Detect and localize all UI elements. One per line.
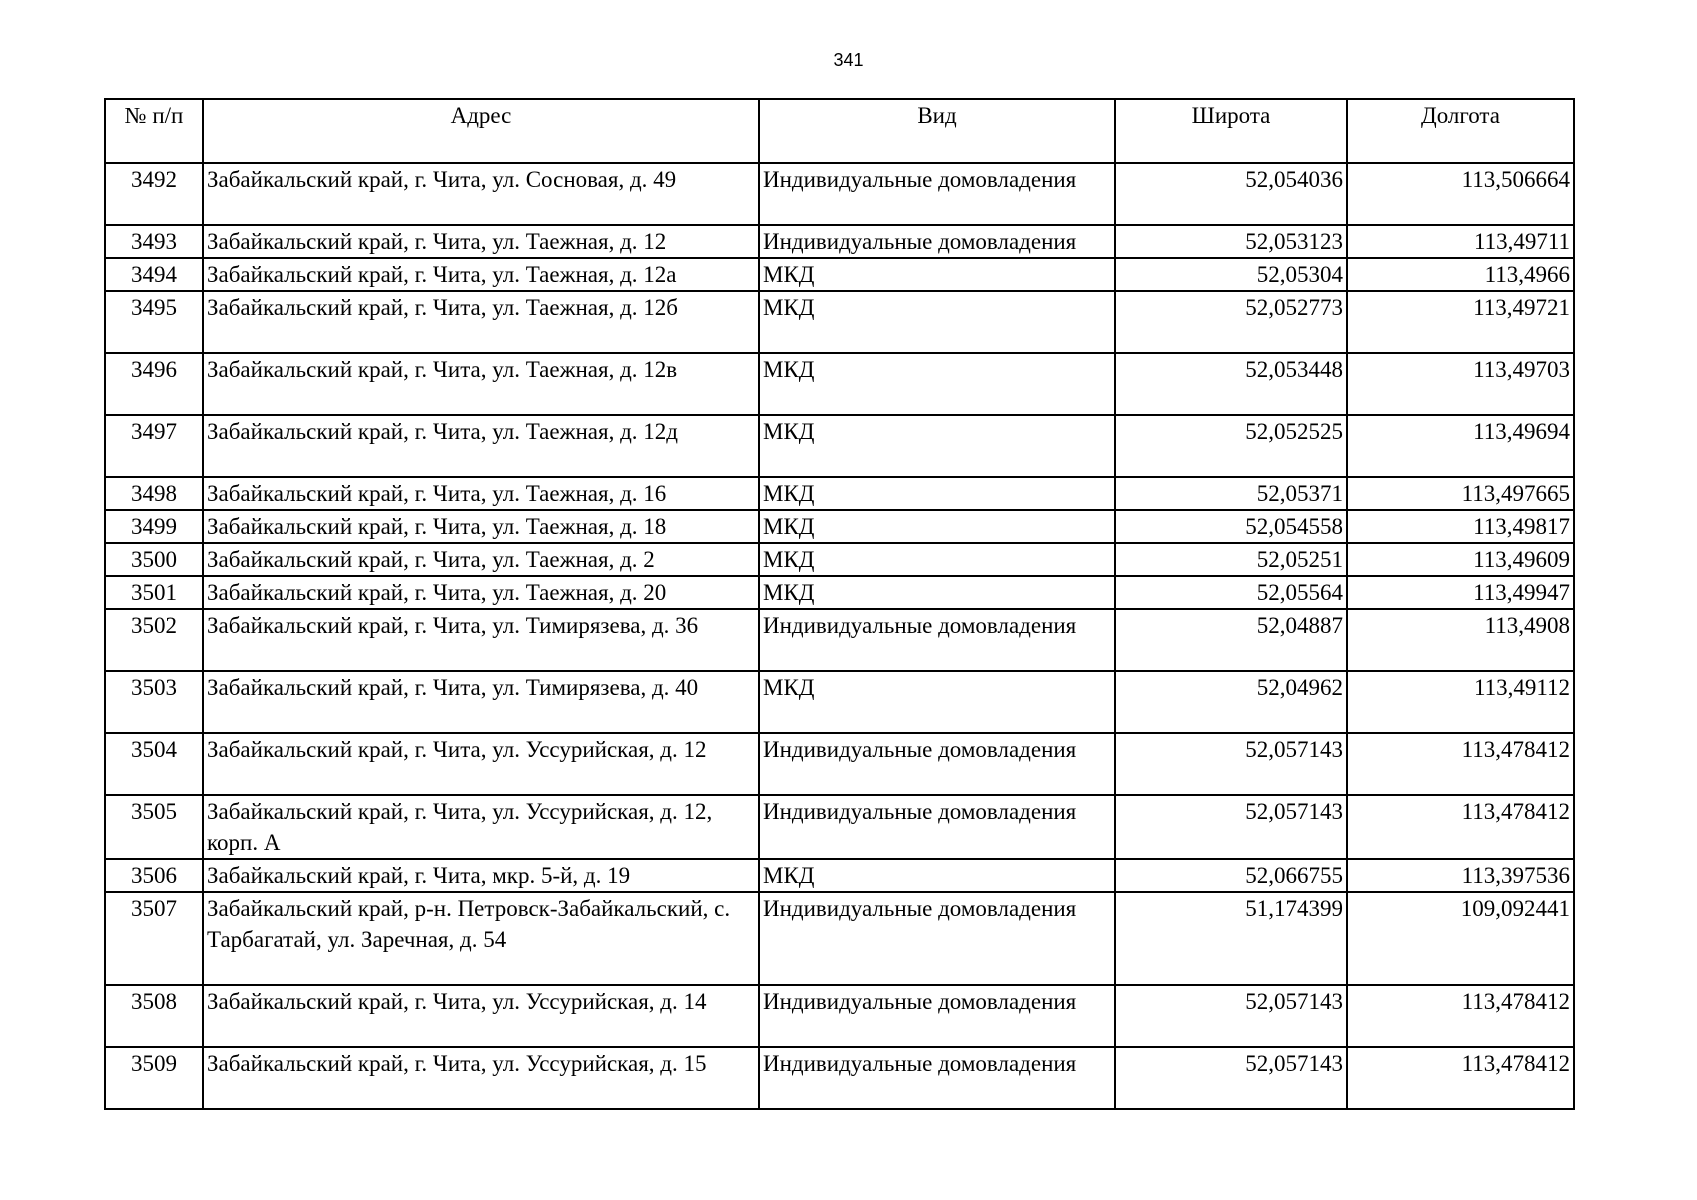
- cell-latitude: 52,057143: [1115, 1047, 1347, 1109]
- cell-longitude: 113,49694: [1347, 415, 1574, 477]
- cell-num: 3507: [105, 892, 203, 985]
- cell-kind: МКД: [759, 291, 1115, 353]
- table-row: [105, 1047, 1574, 1109]
- cell-longitude: 113,4908: [1347, 609, 1574, 671]
- cell-longitude: 113,4966: [1347, 258, 1574, 291]
- cell-longitude: 113,49112: [1347, 671, 1574, 733]
- cell-address: Забайкальский край, г. Чита, ул. Таежная, д. 12в: [203, 353, 759, 415]
- cell-latitude: 51,174399: [1115, 892, 1347, 985]
- cell-kind: МКД: [759, 671, 1115, 733]
- cell-latitude: 52,052773: [1115, 291, 1347, 353]
- header-latitude: Широта: [1115, 99, 1347, 163]
- cell-num: 3502: [105, 609, 203, 671]
- cell-latitude: 52,053123: [1115, 225, 1347, 258]
- cell-address: Забайкальский край, г. Чита, ул. Таежная, д. 12д: [203, 415, 759, 477]
- table-row: [105, 163, 1574, 225]
- cell-address: Забайкальский край, г. Чита, ул. Таежная, д. 12б: [203, 291, 759, 353]
- cell-address: Забайкальский край, р-н. Петровск-Забайкальский, с. Тарбагатай, ул. Заречная, д. 54: [203, 892, 759, 985]
- cell-address: Забайкальский край, г. Чита, ул. Таежная, д. 2: [203, 543, 759, 576]
- header-num: № п/п: [105, 99, 203, 163]
- cell-latitude: 52,04887: [1115, 609, 1347, 671]
- cell-kind: Индивидуальные домовладения: [759, 163, 1115, 225]
- cell-longitude: 113,49721: [1347, 291, 1574, 353]
- cell-longitude: 113,49711: [1347, 225, 1574, 258]
- cell-num: 3498: [105, 477, 203, 510]
- cell-address: Забайкальский край, г. Чита, ул. Уссурийская, д. 15: [203, 1047, 759, 1109]
- cell-longitude: 113,478412: [1347, 733, 1574, 795]
- cell-address: Забайкальский край, г. Чита, ул. Сосновая, д. 49: [203, 163, 759, 225]
- header-kind: Вид: [759, 99, 1115, 163]
- cell-longitude: 113,478412: [1347, 1047, 1574, 1109]
- cell-kind: МКД: [759, 353, 1115, 415]
- cell-longitude: 113,478412: [1347, 795, 1574, 859]
- cell-latitude: 52,04962: [1115, 671, 1347, 733]
- cell-num: 3505: [105, 795, 203, 859]
- cell-latitude: 52,054036: [1115, 163, 1347, 225]
- cell-address: Забайкальский край, г. Чита, ул. Таежная, д. 18: [203, 510, 759, 543]
- address-registry-table: [104, 98, 1575, 1110]
- table-row: [105, 733, 1574, 795]
- cell-num: 3501: [105, 576, 203, 609]
- table-row: [105, 795, 1574, 859]
- cell-address: Забайкальский край, г. Чита, ул. Тимирязева, д. 36: [203, 609, 759, 671]
- cell-longitude: 113,49947: [1347, 576, 1574, 609]
- table-row: [105, 892, 1574, 985]
- table-row: [105, 225, 1574, 258]
- cell-num: 3504: [105, 733, 203, 795]
- cell-kind: МКД: [759, 543, 1115, 576]
- table-body: [105, 163, 1574, 1109]
- header-longitude: Долгота: [1347, 99, 1574, 163]
- cell-address: Забайкальский край, г. Чита, ул. Таежная, д. 20: [203, 576, 759, 609]
- cell-num: 3499: [105, 510, 203, 543]
- cell-num: 3506: [105, 859, 203, 892]
- cell-latitude: 52,066755: [1115, 859, 1347, 892]
- cell-kind: Индивидуальные домовладения: [759, 795, 1115, 859]
- cell-latitude: 52,05564: [1115, 576, 1347, 609]
- cell-address: Забайкальский край, г. Чита, ул. Уссурийская, д. 12, корп. А: [203, 795, 759, 859]
- cell-kind: Индивидуальные домовладения: [759, 892, 1115, 985]
- cell-address: Забайкальский край, г. Чита, ул. Уссурийская, д. 14: [203, 985, 759, 1047]
- cell-num: 3509: [105, 1047, 203, 1109]
- cell-kind: МКД: [759, 258, 1115, 291]
- cell-kind: Индивидуальные домовладения: [759, 609, 1115, 671]
- cell-latitude: 52,054558: [1115, 510, 1347, 543]
- table-row: [105, 859, 1574, 892]
- table-row: [105, 291, 1574, 353]
- cell-kind: Индивидуальные домовладения: [759, 733, 1115, 795]
- cell-address: Забайкальский край, г. Чита, ул. Уссурийская, д. 12: [203, 733, 759, 795]
- header-address: Адрес: [203, 99, 759, 163]
- cell-latitude: 52,05371: [1115, 477, 1347, 510]
- cell-kind: МКД: [759, 510, 1115, 543]
- table-header-row: [105, 99, 1574, 163]
- cell-num: 3494: [105, 258, 203, 291]
- cell-latitude: 52,05251: [1115, 543, 1347, 576]
- cell-latitude: 52,05304: [1115, 258, 1347, 291]
- table-row: [105, 415, 1574, 477]
- cell-longitude: 113,49817: [1347, 510, 1574, 543]
- cell-kind: МКД: [759, 477, 1115, 510]
- cell-address: Забайкальский край, г. Чита, ул. Таежная, д. 12а: [203, 258, 759, 291]
- table-row: [105, 543, 1574, 576]
- cell-num: 3496: [105, 353, 203, 415]
- cell-address: Забайкальский край, г. Чита, ул. Таежная, д. 16: [203, 477, 759, 510]
- cell-address: Забайкальский край, г. Чита, мкр. 5-й, д. 19: [203, 859, 759, 892]
- cell-latitude: 52,057143: [1115, 795, 1347, 859]
- cell-num: 3493: [105, 225, 203, 258]
- table-row: [105, 671, 1574, 733]
- cell-kind: МКД: [759, 415, 1115, 477]
- cell-longitude: 113,49703: [1347, 353, 1574, 415]
- cell-longitude: 113,497665: [1347, 477, 1574, 510]
- table-row: [105, 258, 1574, 291]
- cell-num: 3495: [105, 291, 203, 353]
- cell-longitude: 109,092441: [1347, 892, 1574, 985]
- cell-latitude: 52,053448: [1115, 353, 1347, 415]
- cell-kind: МКД: [759, 859, 1115, 892]
- cell-num: 3497: [105, 415, 203, 477]
- cell-longitude: 113,478412: [1347, 985, 1574, 1047]
- cell-latitude: 52,052525: [1115, 415, 1347, 477]
- table-row: [105, 353, 1574, 415]
- cell-longitude: 113,397536: [1347, 859, 1574, 892]
- cell-kind: МКД: [759, 576, 1115, 609]
- cell-latitude: 52,057143: [1115, 985, 1347, 1047]
- cell-longitude: 113,49609: [1347, 543, 1574, 576]
- table-row: [105, 510, 1574, 543]
- cell-kind: Индивидуальные домовладения: [759, 1047, 1115, 1109]
- page-number: 341: [833, 50, 864, 70]
- cell-latitude: 52,057143: [1115, 733, 1347, 795]
- table-row: [105, 609, 1574, 671]
- cell-num: 3500: [105, 543, 203, 576]
- cell-kind: Индивидуальные домовладения: [759, 225, 1115, 258]
- table-row: [105, 477, 1574, 510]
- cell-address: Забайкальский край, г. Чита, ул. Таежная, д. 12: [203, 225, 759, 258]
- cell-num: 3503: [105, 671, 203, 733]
- cell-longitude: 113,506664: [1347, 163, 1574, 225]
- table-row: [105, 985, 1574, 1047]
- cell-address: Забайкальский край, г. Чита, ул. Тимирязева, д. 40: [203, 671, 759, 733]
- cell-num: 3492: [105, 163, 203, 225]
- cell-num: 3508: [105, 985, 203, 1047]
- cell-kind: Индивидуальные домовладения: [759, 985, 1115, 1047]
- table-row: [105, 576, 1574, 609]
